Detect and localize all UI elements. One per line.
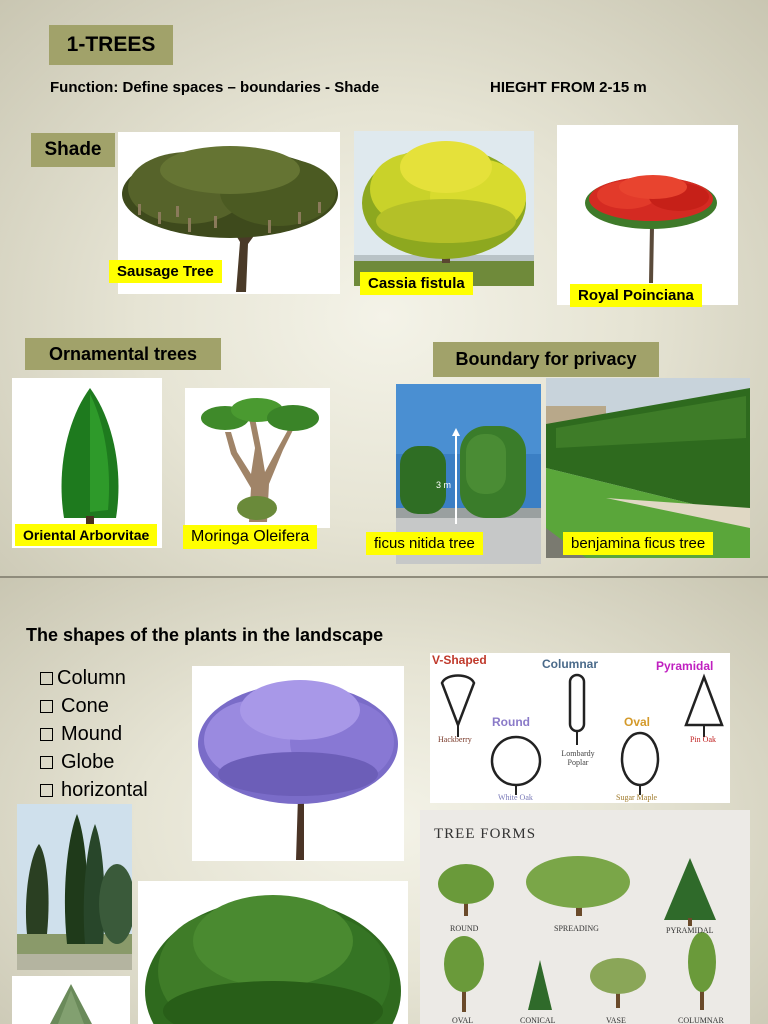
ornamental-heading-text: Ornamental trees xyxy=(48,343,198,364)
list-item-text: Column xyxy=(57,667,126,689)
height-text: HIEGHT FROM 2-15 m xyxy=(490,79,647,96)
cassia-fistula-photo xyxy=(354,131,534,286)
checkbox-icon xyxy=(40,728,53,741)
form-vase-label: VASE xyxy=(606,1016,626,1024)
checkbox-icon xyxy=(40,672,53,685)
sausage-tree-label: Sausage Tree xyxy=(109,260,222,283)
list-item xyxy=(40,748,148,776)
moringa-oleifera-label: Moringa Oleifera xyxy=(183,525,317,549)
form-round-label: ROUND xyxy=(450,924,479,933)
lombardy-poplar-label: Lombardy Poplar xyxy=(561,749,595,767)
list-item-text: horizontal xyxy=(61,779,148,801)
list-item xyxy=(40,664,148,692)
tree-forms-panel xyxy=(420,810,750,1024)
royal-poinciana-photo xyxy=(557,125,738,305)
oval-label: Oval xyxy=(624,715,651,729)
boundary-heading xyxy=(433,342,659,377)
function-text: Function: Define spaces – boundaries - Shade xyxy=(50,79,380,96)
slide-title: 1-TREES xyxy=(66,33,156,56)
list-item xyxy=(40,692,148,720)
oriental-arborvitae-label: Oriental Arborvitae xyxy=(15,524,157,546)
list-item xyxy=(40,776,148,804)
v-shaped-label: V-Shaped xyxy=(432,653,487,667)
form-pyramidal-label: PYRAMIDAL xyxy=(666,926,714,935)
broadleaf-tree-photo xyxy=(138,881,408,1024)
sugar-maple-label: Sugar Maple xyxy=(616,793,658,802)
columnar-label: Columnar xyxy=(542,657,599,671)
jacaranda-tree-photo xyxy=(192,666,404,861)
height-marker: 3 m xyxy=(436,480,452,490)
shade-heading xyxy=(31,133,115,167)
checkbox-icon xyxy=(40,784,53,797)
list-item-text: Mound xyxy=(61,723,123,745)
form-oval-label: OVAL xyxy=(452,1016,474,1024)
form-spreading-label: SPREADING xyxy=(554,924,599,933)
oriental-arborvitae-photo xyxy=(12,378,162,548)
list-item-text: Cone xyxy=(61,695,109,717)
ficus-nitida-label: ficus nitida tree xyxy=(366,532,483,555)
pin-oak-label: Pin Oak xyxy=(690,735,716,744)
cypress-trees-photo xyxy=(17,804,132,970)
tree-forms-title: TREE FORMS xyxy=(434,826,537,842)
pyramidal-label: Pyramidal xyxy=(656,659,714,673)
royal-poinciana-label: Royal Poinciana xyxy=(570,284,702,307)
conifer-tree-photo xyxy=(12,976,130,1024)
moringa-oleifera-photo xyxy=(185,388,330,528)
cassia-fistula-label: Cassia fistula xyxy=(360,272,473,295)
list-item xyxy=(40,720,148,748)
form-columnar-label: COLUMNAR xyxy=(678,1016,724,1024)
hackberry-label: Hackberry xyxy=(438,735,472,744)
benjamina-ficus-label: benjamina ficus tree xyxy=(563,532,713,555)
benjamina-ficus-photo xyxy=(546,378,750,558)
slide-title-box xyxy=(49,25,173,65)
shapes-title: The shapes of the plants in the landscape xyxy=(26,625,384,645)
checkbox-icon xyxy=(40,756,53,769)
list-item-text: Globe xyxy=(61,751,115,773)
round-label: Round xyxy=(492,715,530,729)
form-conical-label: CONICAL xyxy=(520,1016,556,1024)
boundary-heading-text: Boundary for privacy xyxy=(455,349,637,369)
shapes-list xyxy=(40,664,148,804)
white-oak-label: White Oak xyxy=(498,793,533,802)
shade-heading-text: Shade xyxy=(44,139,102,160)
checkbox-icon xyxy=(40,700,53,713)
tree-shapes-diagram xyxy=(430,653,730,803)
ornamental-heading xyxy=(25,338,221,370)
